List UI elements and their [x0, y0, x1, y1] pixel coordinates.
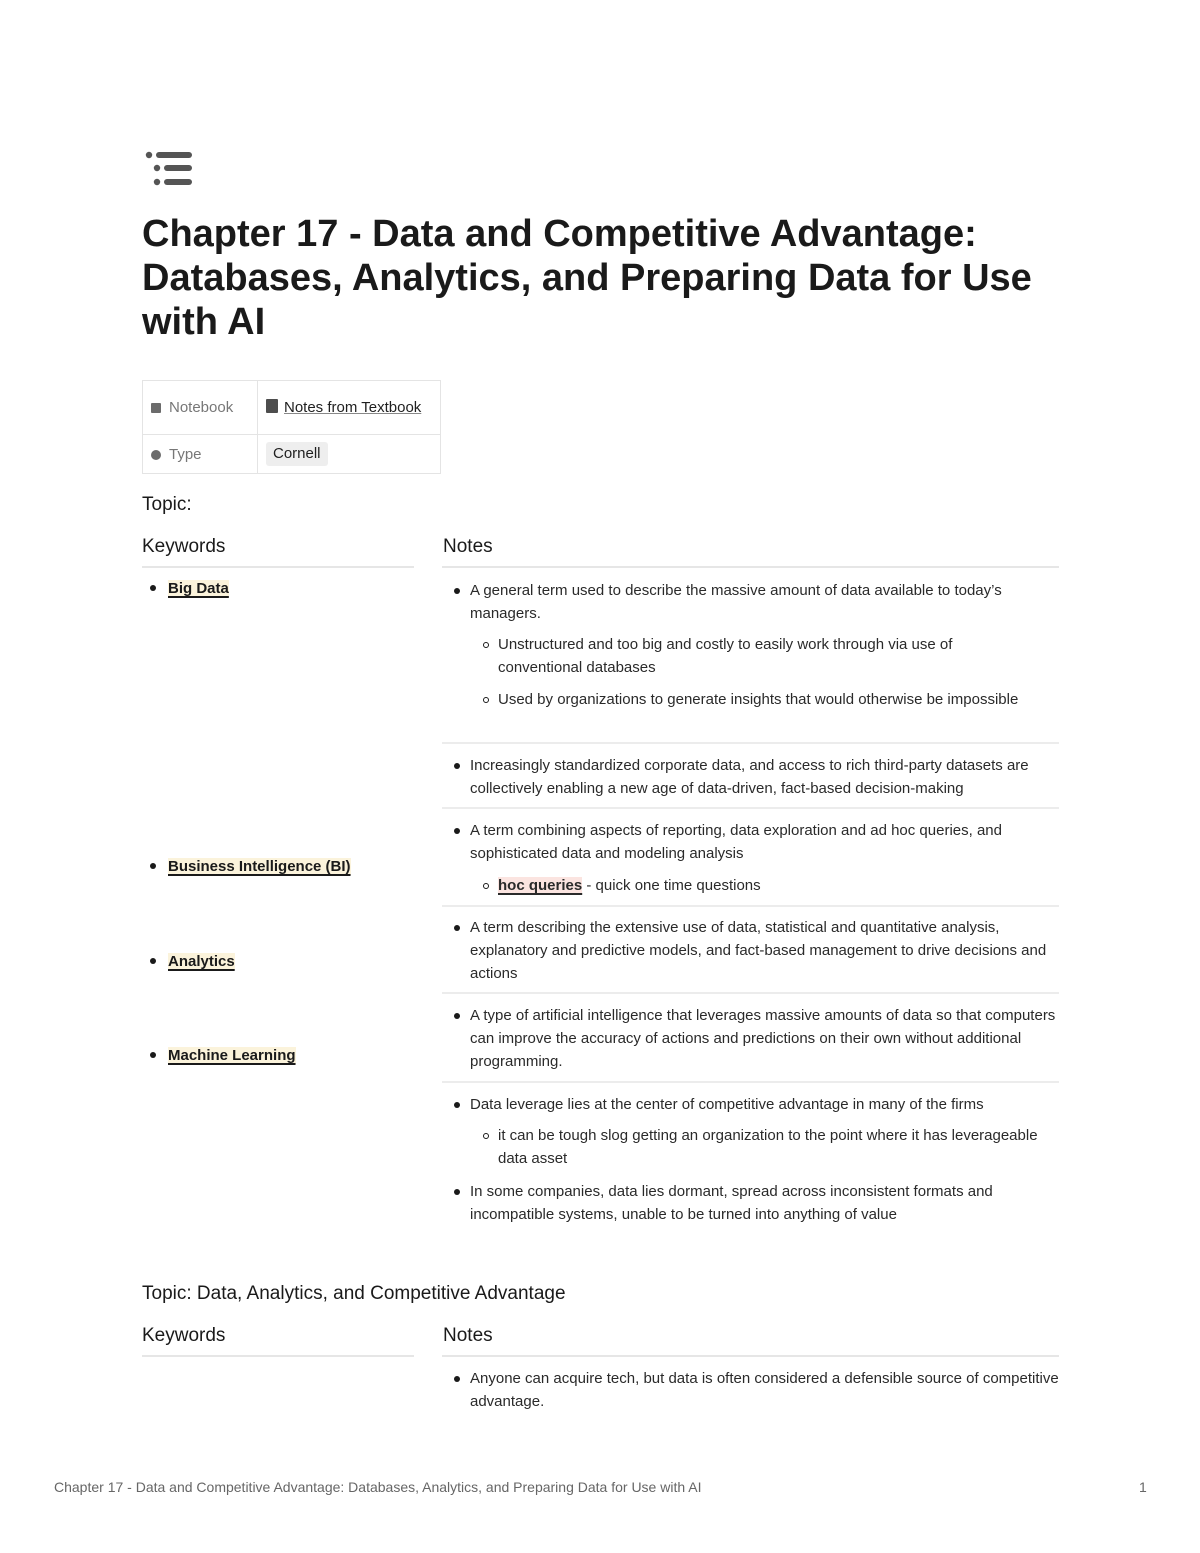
notes-header: Notes	[443, 536, 493, 557]
notebook-link[interactable]: Notes from Textbook	[284, 398, 422, 416]
keywords-header: Keywords	[142, 536, 226, 557]
note-subitem: it can be tough slog getting an organization to the point where it has leverageable data asset	[498, 1124, 1038, 1170]
note-subitem: Unstructured and too big and costly to easily work through via use of conventional databases	[498, 633, 1038, 679]
property-name-type: Type	[143, 435, 258, 474]
notes-header-rule	[442, 566, 1059, 568]
keyword-item[interactable]	[150, 580, 229, 597]
keyword-item[interactable]	[150, 858, 351, 875]
notes-header: Notes	[443, 1325, 493, 1346]
inline-keyword-link[interactable]: hoc queries	[498, 877, 583, 894]
keyword-link[interactable]: Big Data	[168, 580, 229, 597]
keywords-header-rule	[142, 566, 414, 568]
page-title: Chapter 17 - Data and Competitive Advantage: Databases, Analytics, and Preparing Data for Use with AI	[142, 213, 1032, 343]
keyword-item[interactable]	[150, 1047, 296, 1064]
section-topic: Topic:	[142, 494, 192, 515]
row-divider	[442, 807, 1059, 809]
property-value-notebook[interactable]	[258, 381, 441, 435]
keywords-header-rule	[142, 1355, 414, 1357]
row-divider	[442, 992, 1059, 994]
keyword-link[interactable]: Machine Learning	[168, 1047, 296, 1064]
properties-table	[142, 380, 441, 474]
notebook-property-icon	[151, 403, 161, 413]
note-subitem: Used by organizations to generate insights that would otherwise be impossible	[498, 688, 1038, 711]
note-item: A general term used to describe the massive amount of data available to today’s managers.	[470, 579, 1060, 625]
keyword-link[interactable]: Analytics	[168, 953, 235, 970]
note-item: A term describing the extensive use of data, statistical and quantitative analysis, explanatory and predictive models, and fact-based management to drive decisions and actions	[470, 916, 1060, 985]
property-row-notebook	[143, 381, 441, 435]
property-row-type	[143, 435, 441, 474]
row-divider	[442, 1081, 1059, 1083]
page-number: 1	[1139, 1479, 1147, 1495]
note-item: A term combining aspects of reporting, data exploration and ad hoc queries, and sophisticated data and modeling analysis	[470, 819, 1060, 865]
page-icon	[266, 399, 278, 413]
note-item: Data leverage lies at the center of competitive advantage in many of the firms	[470, 1093, 1060, 1116]
page-footer: Chapter 17 - Data and Competitive Advantage: Databases, Analytics, and Preparing Data for Use with AI	[54, 1479, 702, 1495]
note-item: In some companies, data lies dormant, spread across inconsistent formats and incompatible systems, unable to be turned into anything of value	[470, 1180, 1060, 1226]
select-property-icon	[151, 450, 161, 460]
notes-header-rule	[442, 1355, 1059, 1357]
keyword-item[interactable]	[150, 953, 235, 970]
note-item: Increasingly standardized corporate data, and access to rich third-party datasets are collectively enabling a new age of data-driven, fact-based decision-making	[470, 754, 1060, 800]
row-divider	[442, 742, 1059, 744]
keyword-link[interactable]: Business Intelligence (BI)	[168, 858, 351, 875]
note-subitem: hoc queries - quick one time questions	[498, 874, 1038, 897]
bulleted-list-icon	[144, 150, 194, 190]
row-divider	[442, 905, 1059, 907]
property-value-type[interactable]	[258, 435, 441, 474]
section-topic: Topic: Data, Analytics, and Competitive Advantage	[142, 1283, 566, 1304]
type-tag[interactable]: Cornell	[266, 442, 328, 466]
keywords-header: Keywords	[142, 1325, 226, 1346]
note-item: Anyone can acquire tech, but data is often considered a defensible source of competitive advantage.	[470, 1367, 1060, 1413]
property-name-notebook: Notebook	[143, 381, 258, 435]
note-item: A type of artificial intelligence that leverages massive amounts of data so that computers can improve the accuracy of actions and predictions on their own without additional programming.	[470, 1004, 1060, 1073]
